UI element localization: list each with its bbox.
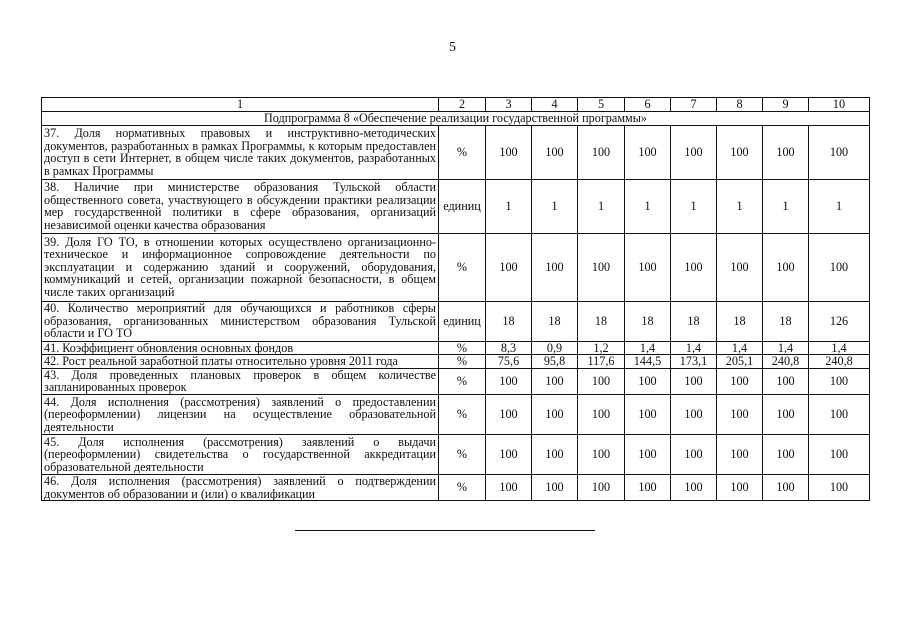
- value-cell: 100: [717, 394, 763, 434]
- value-cell: 75,6: [486, 355, 532, 369]
- indicator-description: 45. Доля исполнения (рассмотрения) заявлений о выдачи (переоформлении) свидетельства о государственной аккредитации образовательной деятельности: [42, 434, 439, 474]
- unit-cell: единиц: [439, 301, 486, 341]
- value-cell: 100: [671, 368, 717, 394]
- value-cell: 100: [763, 394, 809, 434]
- value-cell: 100: [671, 394, 717, 434]
- header-cell: 7: [671, 98, 717, 112]
- value-cell: 100: [486, 233, 532, 301]
- indicator-description: 42. Рост реальной заработной платы относительно уровня 2011 года: [42, 355, 439, 369]
- value-cell: 100: [532, 368, 578, 394]
- indicator-description: 46. Доля исполнения (рассмотрения) заявлений о подтверждении документов об образовании и (или) о квалификации: [42, 474, 439, 500]
- unit-cell: %: [439, 474, 486, 500]
- value-cell: 100: [486, 125, 532, 179]
- value-cell: 173,1: [671, 355, 717, 369]
- value-cell: 100: [763, 434, 809, 474]
- indicator-description: 43. Доля проведенных плановых проверок в общем количестве запланированных проверок: [42, 368, 439, 394]
- header-cell: 10: [809, 98, 870, 112]
- unit-cell: %: [439, 355, 486, 369]
- value-cell: 100: [486, 368, 532, 394]
- value-cell: 100: [486, 434, 532, 474]
- value-cell: 1,4: [809, 341, 870, 355]
- value-cell: 1: [717, 179, 763, 233]
- value-cell: 100: [486, 394, 532, 434]
- indicator-description: 44. Доля исполнения (рассмотрения) заявлений о предоставлении (переоформлении) лицензии на осуществление образовательной деятельности: [42, 394, 439, 434]
- value-cell: 100: [578, 474, 625, 500]
- table-row: [42, 474, 870, 500]
- indicators-table: [41, 97, 870, 501]
- value-cell: 100: [717, 368, 763, 394]
- unit-cell: %: [439, 434, 486, 474]
- table-row: [42, 301, 870, 341]
- value-cell: 100: [625, 474, 671, 500]
- table-row: [42, 355, 870, 369]
- value-cell: 100: [671, 434, 717, 474]
- value-cell: 100: [671, 125, 717, 179]
- value-cell: 100: [717, 474, 763, 500]
- subprogram-row: [42, 112, 870, 126]
- value-cell: 1,4: [717, 341, 763, 355]
- value-cell: 100: [763, 233, 809, 301]
- value-cell: 18: [671, 301, 717, 341]
- value-cell: 100: [486, 474, 532, 500]
- value-cell: 18: [578, 301, 625, 341]
- value-cell: 18: [763, 301, 809, 341]
- value-cell: 100: [532, 233, 578, 301]
- value-cell: 1: [625, 179, 671, 233]
- value-cell: 100: [809, 233, 870, 301]
- table-row: [42, 394, 870, 434]
- value-cell: 100: [532, 394, 578, 434]
- value-cell: 1,2: [578, 341, 625, 355]
- value-cell: 100: [625, 125, 671, 179]
- value-cell: 1: [532, 179, 578, 233]
- unit-cell: %: [439, 394, 486, 434]
- value-cell: 100: [625, 233, 671, 301]
- footer-divider: [295, 530, 595, 531]
- value-cell: 100: [809, 394, 870, 434]
- unit-cell: %: [439, 341, 486, 355]
- value-cell: 205,1: [717, 355, 763, 369]
- value-cell: 126: [809, 301, 870, 341]
- value-cell: 100: [625, 394, 671, 434]
- unit-cell: %: [439, 368, 486, 394]
- header-cell: 8: [717, 98, 763, 112]
- value-cell: 100: [578, 125, 625, 179]
- value-cell: 100: [671, 474, 717, 500]
- table-row: [42, 341, 870, 355]
- value-cell: 1: [809, 179, 870, 233]
- value-cell: 100: [763, 474, 809, 500]
- value-cell: 18: [625, 301, 671, 341]
- indicator-description: 40. Количество мероприятий для обучающихся и работников сферы образования, организованных министерством образования Тульской области и ГО ТО: [42, 301, 439, 341]
- value-cell: 100: [717, 233, 763, 301]
- subprogram-title: Подпрограмма 8 «Обеспечение реализации государственной программы»: [42, 112, 870, 126]
- header-cell: 2: [439, 98, 486, 112]
- indicator-description: 38. Наличие при министерстве образования Тульской области общественного совета, участвующего в обсуждении практики реализации мер государственной политики в сфере образования, организаций независимой оценки качества образования: [42, 179, 439, 233]
- value-cell: 1,4: [625, 341, 671, 355]
- header-cell: 6: [625, 98, 671, 112]
- value-cell: 1: [486, 179, 532, 233]
- table-row: [42, 368, 870, 394]
- table-row: [42, 179, 870, 233]
- value-cell: 100: [532, 125, 578, 179]
- value-cell: 117,6: [578, 355, 625, 369]
- value-cell: 144,5: [625, 355, 671, 369]
- value-cell: 1,4: [763, 341, 809, 355]
- header-cell: 9: [763, 98, 809, 112]
- value-cell: 100: [717, 125, 763, 179]
- unit-cell: %: [439, 233, 486, 301]
- value-cell: 100: [532, 474, 578, 500]
- indicator-description: 39. Доля ГО ТО, в отношении которых осуществлено организационно-техническое и информационное сопровождение деятельности по эксплуатации и содержанию зданий и сооружений, оборудования, коммуникаций и сетей, организации пожарной безопасности, в общем числе таких организаций: [42, 233, 439, 301]
- value-cell: 100: [809, 125, 870, 179]
- value-cell: 1,4: [671, 341, 717, 355]
- page-number: 5: [449, 40, 456, 55]
- value-cell: 1: [763, 179, 809, 233]
- value-cell: 100: [809, 474, 870, 500]
- value-cell: 18: [486, 301, 532, 341]
- value-cell: 100: [809, 434, 870, 474]
- value-cell: 100: [578, 394, 625, 434]
- value-cell: 1: [578, 179, 625, 233]
- header-row: [42, 98, 870, 112]
- table-row: [42, 125, 870, 179]
- value-cell: 240,8: [763, 355, 809, 369]
- value-cell: 100: [717, 434, 763, 474]
- value-cell: 100: [625, 434, 671, 474]
- value-cell: 0,9: [532, 341, 578, 355]
- value-cell: 1: [671, 179, 717, 233]
- value-cell: 8,3: [486, 341, 532, 355]
- value-cell: 18: [717, 301, 763, 341]
- header-cell: 3: [486, 98, 532, 112]
- value-cell: 100: [578, 233, 625, 301]
- value-cell: 100: [671, 233, 717, 301]
- value-cell: 95,8: [532, 355, 578, 369]
- value-cell: 100: [578, 368, 625, 394]
- value-cell: 100: [578, 434, 625, 474]
- header-cell: 4: [532, 98, 578, 112]
- value-cell: 100: [532, 434, 578, 474]
- table-row: [42, 233, 870, 301]
- value-cell: 100: [809, 368, 870, 394]
- indicator-description: 37. Доля нормативных правовых и инструктивно-методических документов, разработанных в рамках Программы, к которым предоставлен доступ в сети Интернет, в общем числе таких документов, разработанных в рамках Программы: [42, 125, 439, 179]
- value-cell: 18: [532, 301, 578, 341]
- value-cell: 240,8: [809, 355, 870, 369]
- indicator-description: 41. Коэффициент обновления основных фондов: [42, 341, 439, 355]
- value-cell: 100: [763, 368, 809, 394]
- unit-cell: единиц: [439, 179, 486, 233]
- table-row: [42, 434, 870, 474]
- value-cell: 100: [625, 368, 671, 394]
- unit-cell: %: [439, 125, 486, 179]
- header-cell: 1: [42, 98, 439, 112]
- header-cell: 5: [578, 98, 625, 112]
- value-cell: 100: [763, 125, 809, 179]
